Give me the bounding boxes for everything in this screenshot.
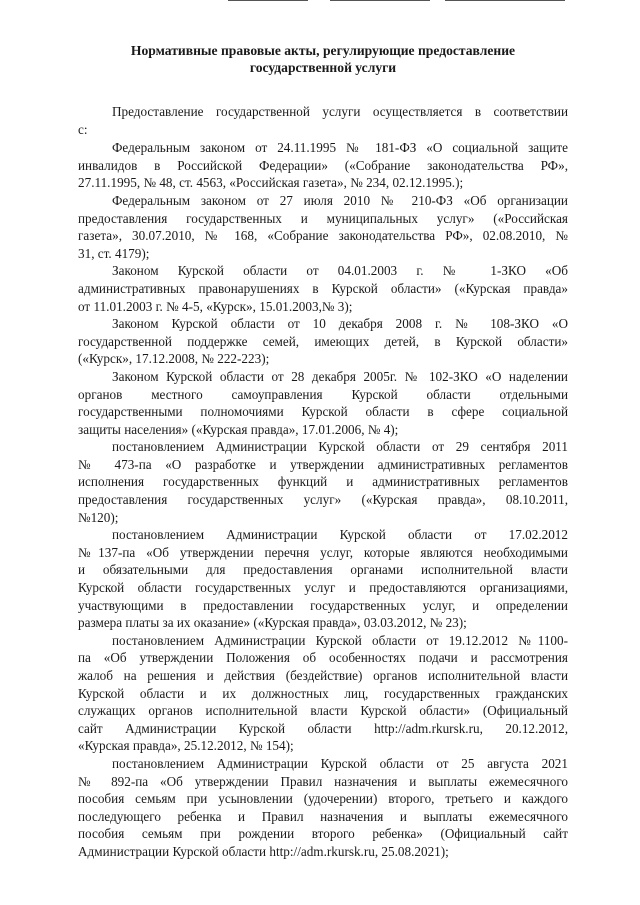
text-line: Законом Курской области от 10 декабря 2008 г. № 108-ЗКО «О [112, 316, 568, 332]
text-line: с: [78, 121, 88, 137]
text-line: №137-па «Об утверждении перечня услуг, которые являются необходимыми [78, 544, 568, 560]
text-line: № 473-па «О разработке и утверждении административных регламентов [78, 456, 568, 472]
legal-act-paragraph [78, 315, 568, 368]
text-line: Федеральным законом от 24.11.1995 № 181-ФЗ «О социальной защите [112, 140, 568, 156]
text-line: и обязательными для предоставления органами исполнительной власти [78, 562, 568, 578]
text-line: постановлением Администрации Курской области от 17.02.2012 [112, 527, 568, 543]
document-page [78, 42, 568, 861]
text-line: Предоставление государственной услуги осуществляется в соответствии [112, 104, 568, 119]
text-line: газета», 30.07.2010, № 168, «Собрание законодательства РФ», 02.08.2010, № [78, 228, 568, 244]
legal-act-paragraph [78, 139, 568, 192]
text-line: «Курская правда», 25.12.2012, № 154); [78, 738, 294, 754]
text-line: постановлением Администрации Курской области от 29 сентября 2011 [112, 439, 568, 455]
text-line: Законом Курской области от 28 декабря 2005г. № 102-ЗКО «О наделении [112, 368, 568, 384]
text-line: Курской области и их должностных лиц, государственных гражданских [78, 685, 568, 701]
scan-edge-line [445, 0, 565, 1]
scan-edge-line [228, 0, 308, 1]
text-line: защиты населения» («Курская правда», 17.01.2006, № 4); [78, 421, 399, 437]
text-line: исполнения государственных функций и административных регламентов [78, 474, 568, 490]
legal-act-paragraph [78, 438, 568, 526]
scan-edge-line [330, 0, 430, 1]
page-title [78, 42, 568, 76]
text-line: постановлением Администрации Курской области от 19.12.2012 №1100- [112, 632, 568, 648]
text-line: жалоб на решения и действия (бездействие) органов исполнительной власти [78, 668, 568, 683]
text-line: от 11.01.2003 г. № 4-5, «Курск», 15.01.2003,№ 3); [78, 298, 353, 314]
text-line: инвалидов в Российской Федерации» («Собрание законодательства РФ», [78, 157, 568, 173]
legal-act-paragraph [78, 262, 568, 315]
text-line: размера платы за их оказание» («Курская правда», 03.03.2012, № 23); [78, 615, 467, 631]
text-line: предоставления государственных услуг» («Курская правда», 08.10.2011, [78, 492, 568, 508]
text-line: («Курск», 17.12.2008, № 222-223); [78, 351, 270, 367]
title-line: государственной услуги [249, 60, 397, 75]
text-line: пособия семьям при рождении второго ребенка» (Официальный сайт [78, 826, 568, 842]
text-line: №120); [78, 509, 119, 525]
text-line: Федеральным законом от 27 июля 2010 № 210-ФЗ «Об организации [112, 192, 568, 208]
text-line: государственной поддержке семей, имеющих детей, в Курской области» [78, 333, 568, 349]
text-line: 31, ст. 4179); [78, 245, 150, 261]
intro-paragraph [78, 103, 568, 138]
legal-act-paragraph [78, 368, 568, 438]
text-line: № 892-па «Об утверждении Правил назначения и выплаты ежемесячного [78, 773, 568, 789]
legal-act-paragraph [78, 632, 568, 755]
text-line: сайт Администрации Курской области http://adm.rkursk.ru, 20.12.2012, [78, 720, 568, 736]
text-line: участвующими в предоставлении государственных услуг, и определении [78, 597, 568, 613]
text-line: последующего ребенка и Правил назначения и выплаты ежемесячного [78, 808, 568, 824]
text-line: Курской области государственных услуг и предоставляются организациями, [78, 580, 568, 596]
text-line: государственными полномочиями Курской области в сфере социальной [78, 404, 568, 420]
text-line: предоставления государственных и муниципальных услуг» («Российская [78, 210, 568, 226]
legal-act-paragraph [78, 192, 568, 262]
text-line: служащих органов исполнительной власти Курской области» (Официальный [78, 703, 568, 719]
title-line: Нормативные правовые акты, регулирующие предоставление [130, 43, 516, 58]
text-line: Администрации Курской области http://adm.rkursk.ru, 25.08.2021); [78, 843, 449, 859]
text-line: 27.11.1995, № 48, ст. 4563, «Российская газета», № 234, 02.12.1995.); [78, 175, 464, 191]
text-line: Законом Курской области от 04.01.2003 г. № 1-ЗКО «Об [112, 263, 568, 279]
legal-act-paragraph [78, 526, 568, 632]
text-line: па «Об утверждении Положения об особенностях подачи и рассмотрения [78, 650, 568, 666]
text-line: органов местного самоуправления Курской области отдельными [78, 386, 568, 402]
legal-acts-list [78, 139, 568, 860]
text-line: административных правонарушениях в Курской области» («Курская правда» [78, 280, 568, 296]
text-line: постановлением Администрации Курской области от 25 августа 2021 [112, 755, 568, 771]
text-line: пособия семьям при усыновлении (удочерении) второго, третьего и каждого [78, 791, 568, 807]
legal-act-paragraph [78, 755, 568, 861]
